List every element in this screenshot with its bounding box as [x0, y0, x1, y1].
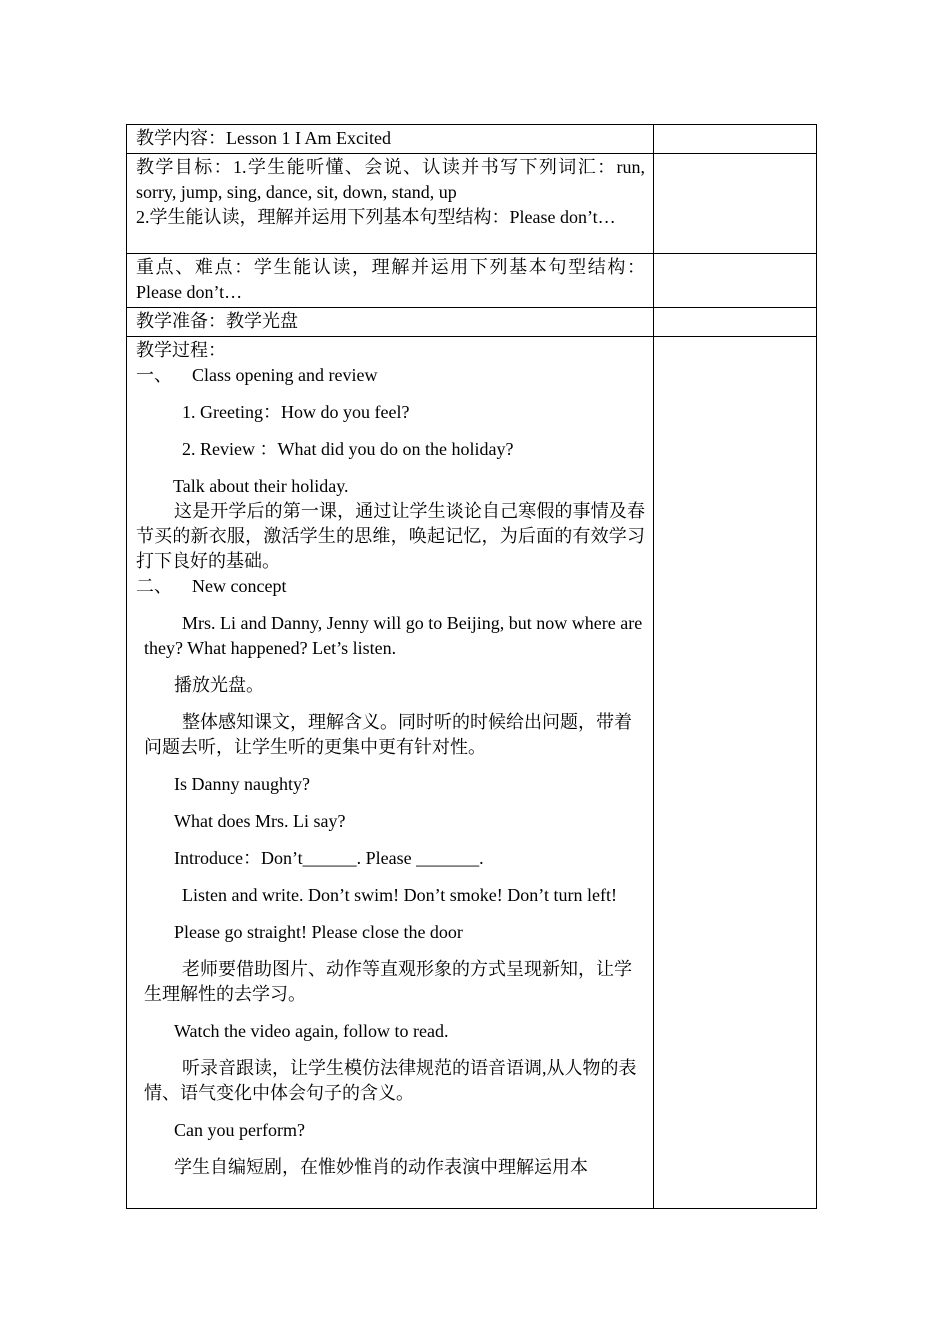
talk-line: Talk about their holiday. [173, 476, 349, 496]
review-item: 2. Review ：What did you do on the holiday? [182, 439, 514, 459]
watch-note: 听录音跟读，让学生模仿法律规范的语音语调,从人物的表情、语气变化中体会句子的含义。 [144, 1058, 637, 1103]
please-line: Please go straight! Please close the door [174, 922, 463, 942]
section-1-note: 这是开学后的第一课，通过让学生谈论自己寒假的事情及春节买的新衣服，激活学生的思维，唤起记忆，为后面的有效学习打下良好的基础。 [136, 501, 645, 571]
section-1-title: Class opening and review [192, 365, 378, 385]
section-2-title: New concept [192, 576, 287, 596]
introduce-line: Introduce：Don’t______. Please _______. [174, 848, 484, 868]
listen-write-line: Listen and write. Don’t swim! Don’t smoke! Don’t turn left! [182, 885, 617, 905]
watch-line: Watch the video again, follow to read. [174, 1021, 449, 1041]
play-note: 整体感知课文，理解含义。同时听的时候给出问题，带着问题去听，让学生听的更集中更有针对性。 [144, 712, 632, 757]
section-2-heading [136, 574, 645, 599]
teaching-preparation: 教学准备：教学光盘 [136, 311, 298, 331]
table-row-key-points [127, 254, 817, 308]
notes-cell [654, 154, 817, 254]
teacher-note: 老师要借助图片、动作等直观形象的方式呈现新知，让学生理解性的去学习。 [144, 959, 632, 1004]
table-row-goals [127, 154, 817, 254]
greeting-item: 1. Greeting：How do you feel? [182, 402, 410, 422]
notes-cell [654, 308, 817, 337]
goals-line-2: 2.学生能认读，理解并运用下列基本句型结构：Please don’t… [136, 207, 616, 227]
teaching-process [127, 337, 653, 1182]
table-row-preparation [127, 308, 817, 337]
table-row-content [127, 125, 817, 154]
intro-text: Mrs. Li and Danny, Jenny will go to Beijing, but now where are they? What happened? Let’s listen. [144, 613, 643, 658]
notes-cell [654, 254, 817, 308]
section-2-marker: 二、 [136, 576, 172, 596]
question-2: What does Mrs. Li say? [174, 811, 346, 831]
goals-line-1: 教学目标：1.学生能听懂、会说、认读并书写下列词汇：run, sorry, jump, sing, dance, sit, down, stand, up [136, 157, 645, 202]
perform-line: Can you perform? [174, 1120, 305, 1140]
table-row-process [127, 337, 817, 1209]
section-1-heading [136, 363, 645, 388]
play-disc: 播放光盘。 [174, 675, 264, 695]
teaching-goals [127, 154, 653, 232]
lesson-plan-table [126, 124, 817, 1209]
perform-note: 学生自编短剧，在惟妙惟肖的动作表演中理解运用本 [174, 1157, 588, 1177]
question-1: Is Danny naughty? [174, 774, 310, 794]
lesson-content: 教学内容：Lesson 1 I Am Excited [136, 128, 391, 148]
key-points: 重点、难点：学生能认读，理解并运用下列基本句型结构：Please don’t… [136, 257, 645, 302]
process-label: 教学过程： [136, 340, 226, 360]
notes-cell [654, 125, 817, 154]
notes-cell [654, 337, 817, 1209]
section-1-marker: 一、 [136, 365, 172, 385]
